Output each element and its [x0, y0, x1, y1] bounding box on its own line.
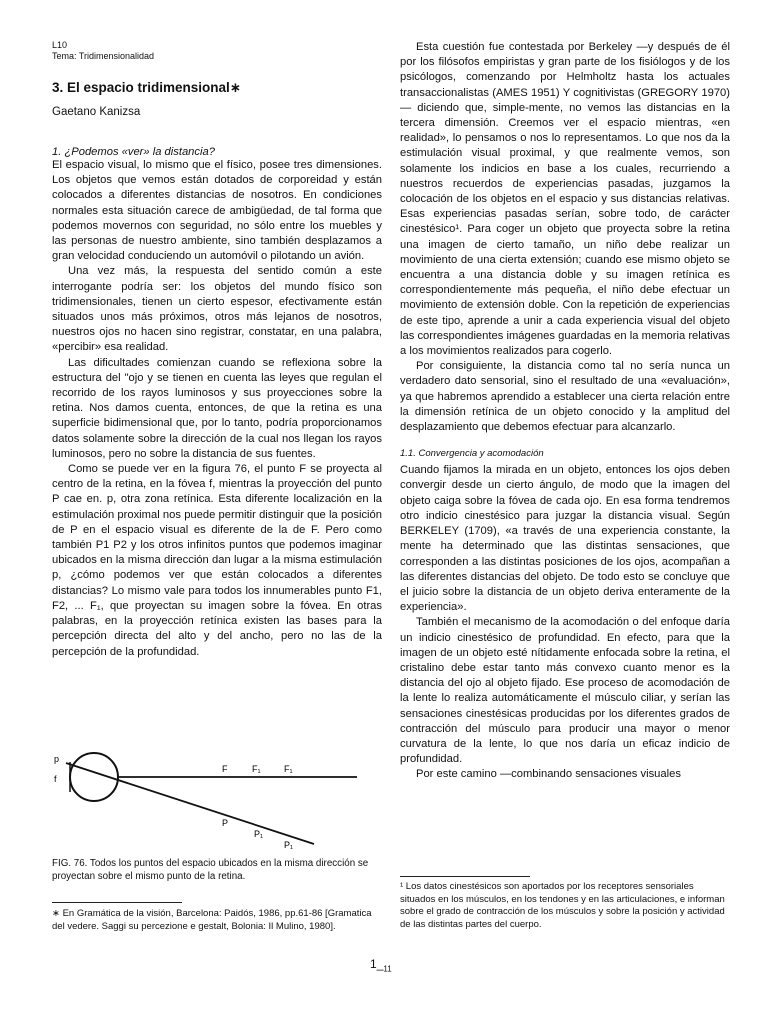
label-P: P	[222, 818, 229, 828]
label-p: p	[54, 754, 60, 764]
footnote-rule-left	[52, 902, 182, 903]
page-number-sub: 11	[383, 964, 392, 974]
label-F: F	[222, 764, 228, 774]
page-number: $1\__{11}$	[370, 957, 392, 974]
label-F1: F₁	[252, 764, 261, 774]
figure-76-diagram	[52, 740, 362, 850]
left-paragraph-2: Una vez más, la respuesta del sentido común a este interrogante podría ser: los objetos del mundo físico son tridimensionales, tienen un cierto espesor, efectivamente están situados unos más próximos, otros más lejanos de nosotros, nuestros ojos no hacen sino registrar, constatar, en una palabra, «percibir» esa realidad.	[52, 265, 382, 354]
right-paragraph-4: También el mecanismo de la acomodación o del enfoque daría un indicio cinestésico de profundidad. En efecto, para que la imagen de un objeto esté nítidamente enfocada sobre la retina, el cristalino debe estar tanto más convexo cuanto menor es la distancia del ojo al objeto fijado. Ese proceso de acomodación de la lente lo realiza automáticamente el músculo ciliar, y serían las sensaciones cinestésicas producidas por los diferentes grados de contracción del músculo para producir una mayor o menor curvatura de la lente, lo que nos daría un eficaz indicio de profundidad.	[400, 616, 730, 766]
left-paragraph-3: Las dificultades comienzan cuando se reflexiona sobre la estructura del "ojo y se tienen en cuenta las leyes que regulan el recorrido de los rayos luminosos y sus proyecciones sobre la retina. Nos damos cuenta, entonces, de que la retina es una superficie bidimensional que, por lo tanto, podría proporcionamos datos solamente sobre la dirección de la cual nos llegan los rayos luminosos, pero no sobre la distancia de sus fuentes.	[52, 356, 382, 460]
footnote-left: ∗ En Gramática de la visión, Barcelona: Paidós, 1986, pp.61-86 [Gramatica del vedere. Saggi su percezione e gestalt, Bolonia: Il Mulino, 1980].	[52, 908, 372, 932]
right-paragraph-3: Cuando fijamos la mirada en un objeto, entonces los ojos deben convergir desde un cierto ángulo, de modo que la imagen del objeto caiga sobre la fóvea de cada ojo. En esa forma tendremos otro indicio cinestésico para juzgar la distancia visual. Según BERKELEY (1709), «a través de una experiencia constante, la mente ha determinado que las distintas sensaciones, que corresponden a las distintas posiciones de los ojos, acompañan a las diferentes distancias del objeto. De todo esto se concluye que el juicio sobre la distancia de un objeto deriva enteramente de la experiencia».	[400, 464, 730, 614]
label-P1: P₁	[254, 829, 264, 839]
label-F2: F₁	[284, 764, 293, 774]
label-f: f	[54, 774, 57, 784]
footnote-right: ¹ Los datos cinestésicos son aportados por los receptores sensoriales situados en los músculos, en los tendones y en las articulaciones, e informan sobre el grado de contracción de los músculos y sobre la posición y actividad de las distintas partes del cuerpo.	[400, 881, 725, 930]
page-number-main: 1	[370, 957, 377, 971]
left-column	[52, 146, 382, 660]
label-P2: P₁	[284, 840, 294, 850]
footnote-rule-right	[400, 876, 530, 877]
running-header	[52, 40, 154, 62]
figure-caption: FIG. 76. Todos los puntos del espacio ubicados en la misma dirección se proyectan sobre el mismo punto de la retina.	[52, 858, 369, 882]
subsection-heading: 1.1. Convergencia y acomodación	[400, 448, 544, 460]
right-paragraph-1: Esta cuestión fue contestada por Berkeley —y después de él por los filósofos empiristas y gran parte de los fisiólogos y de los psicólogos, comenzando por Helmholtz hasta los actuales transaccionalistas (AMES 1951) Y cognitivistas (GREGORY 1970)— diciendo que, simple-mente, no vemos las distancias en la tercera dimensión. Creemos ver el espacio mientras, «en realidad», lo pensamos o nos lo representamos. Lo que nos da la estimulación visual proximal, y que realmente vemos, son solamente los indicios en base a los cuales, recurriendo a nuestros recuerdos de experiencias pasadas, juzgamos la colocación de los objetos en el espacio y sus distancias relativas. Esas experiencias pasadas serían, sobre todo, de carácter cinestésico¹. Para coger un objeto que proyecta sobre la retina una imagen de cierto tamaño, un niño debe realizar un movimiento de una cierta extensión; cuando ese mismo objeto se encuentra a una distancia doble y su imagen retínica es correspondientemente más pequeña, el niño debe efectuar un movimiento de extensión doble. Con la repetición de experiencias de este tipo, aprende a unir a cada experiencia visual del objeto las correspondientes imágenes guardadas en la memoria relativas a los movimientos realizados para cogerlo.	[400, 41, 730, 358]
section-heading: 1. ¿Podemos «ver» la distancia?	[52, 146, 215, 158]
right-paragraph-5: Por este camino —combinando sensaciones visuales	[416, 768, 681, 781]
left-paragraph-4: Como se puede ver en la figura 76, el punto F se proyecta al centro de la retina, en la fóvea f, mientras la proyección del punto P cae en. p, otra zona retínica. Esta diferente localización en la estimulación proximal nos puede permitir distinguir que la posición de P en el espacio visual es diferente de la de F. Pero como también P1 P2 y los otros infinitos puntos que podemos imaginar ubicados en la misma dirección dan lugar a la misma estimulación p, ¿cómo podemos ver que están colocados a diferentes distancias? Lo mismo vale para todos los innumerables punto F1, F2, ... F₁, que proyectan su imagen sobre la fóvea. En otras palabras, en la proyección retínica existen las bases para la percepción directa del alto y del ancho, pero no las de la percepción de la profundidad.	[52, 463, 382, 658]
right-column	[400, 40, 730, 783]
left-paragraph-1: El espacio visual, lo mismo que el físico, posee tres dimensiones. Los objetos que vemos están dotados de corporeidad y están colocados a diferentes distancias de nosotros. En condiciones normales esta situación carece de ambigüedad, de tal forma que podemos movernos con seguridad, no sólo entre los muebles y las personas de nuestro ambiente, sino también desplazamos a gran velocidad conduciendo un automóvil o pilotando un avión.	[52, 159, 382, 263]
header-tema: Tema: Tridimensionalidad	[52, 51, 155, 61]
author: Gaetano Kanizsa	[52, 106, 141, 118]
chapter-title: 3. El espacio tridimensional∗	[52, 80, 242, 95]
right-paragraph-2: Por consiguiente, la distancia como tal no sería nunca un verdadero dato sensorial, sino el resultado de una «evaluación», ya que habremos aprendido a establecer una cierta relación entre la dimensión retínica de un objeto conocido y la amplitud del desplazamiento que debemos efectuar para alcanzarlo.	[400, 360, 730, 434]
header-code: L10	[52, 40, 68, 50]
oblique-ray-line	[66, 763, 314, 844]
